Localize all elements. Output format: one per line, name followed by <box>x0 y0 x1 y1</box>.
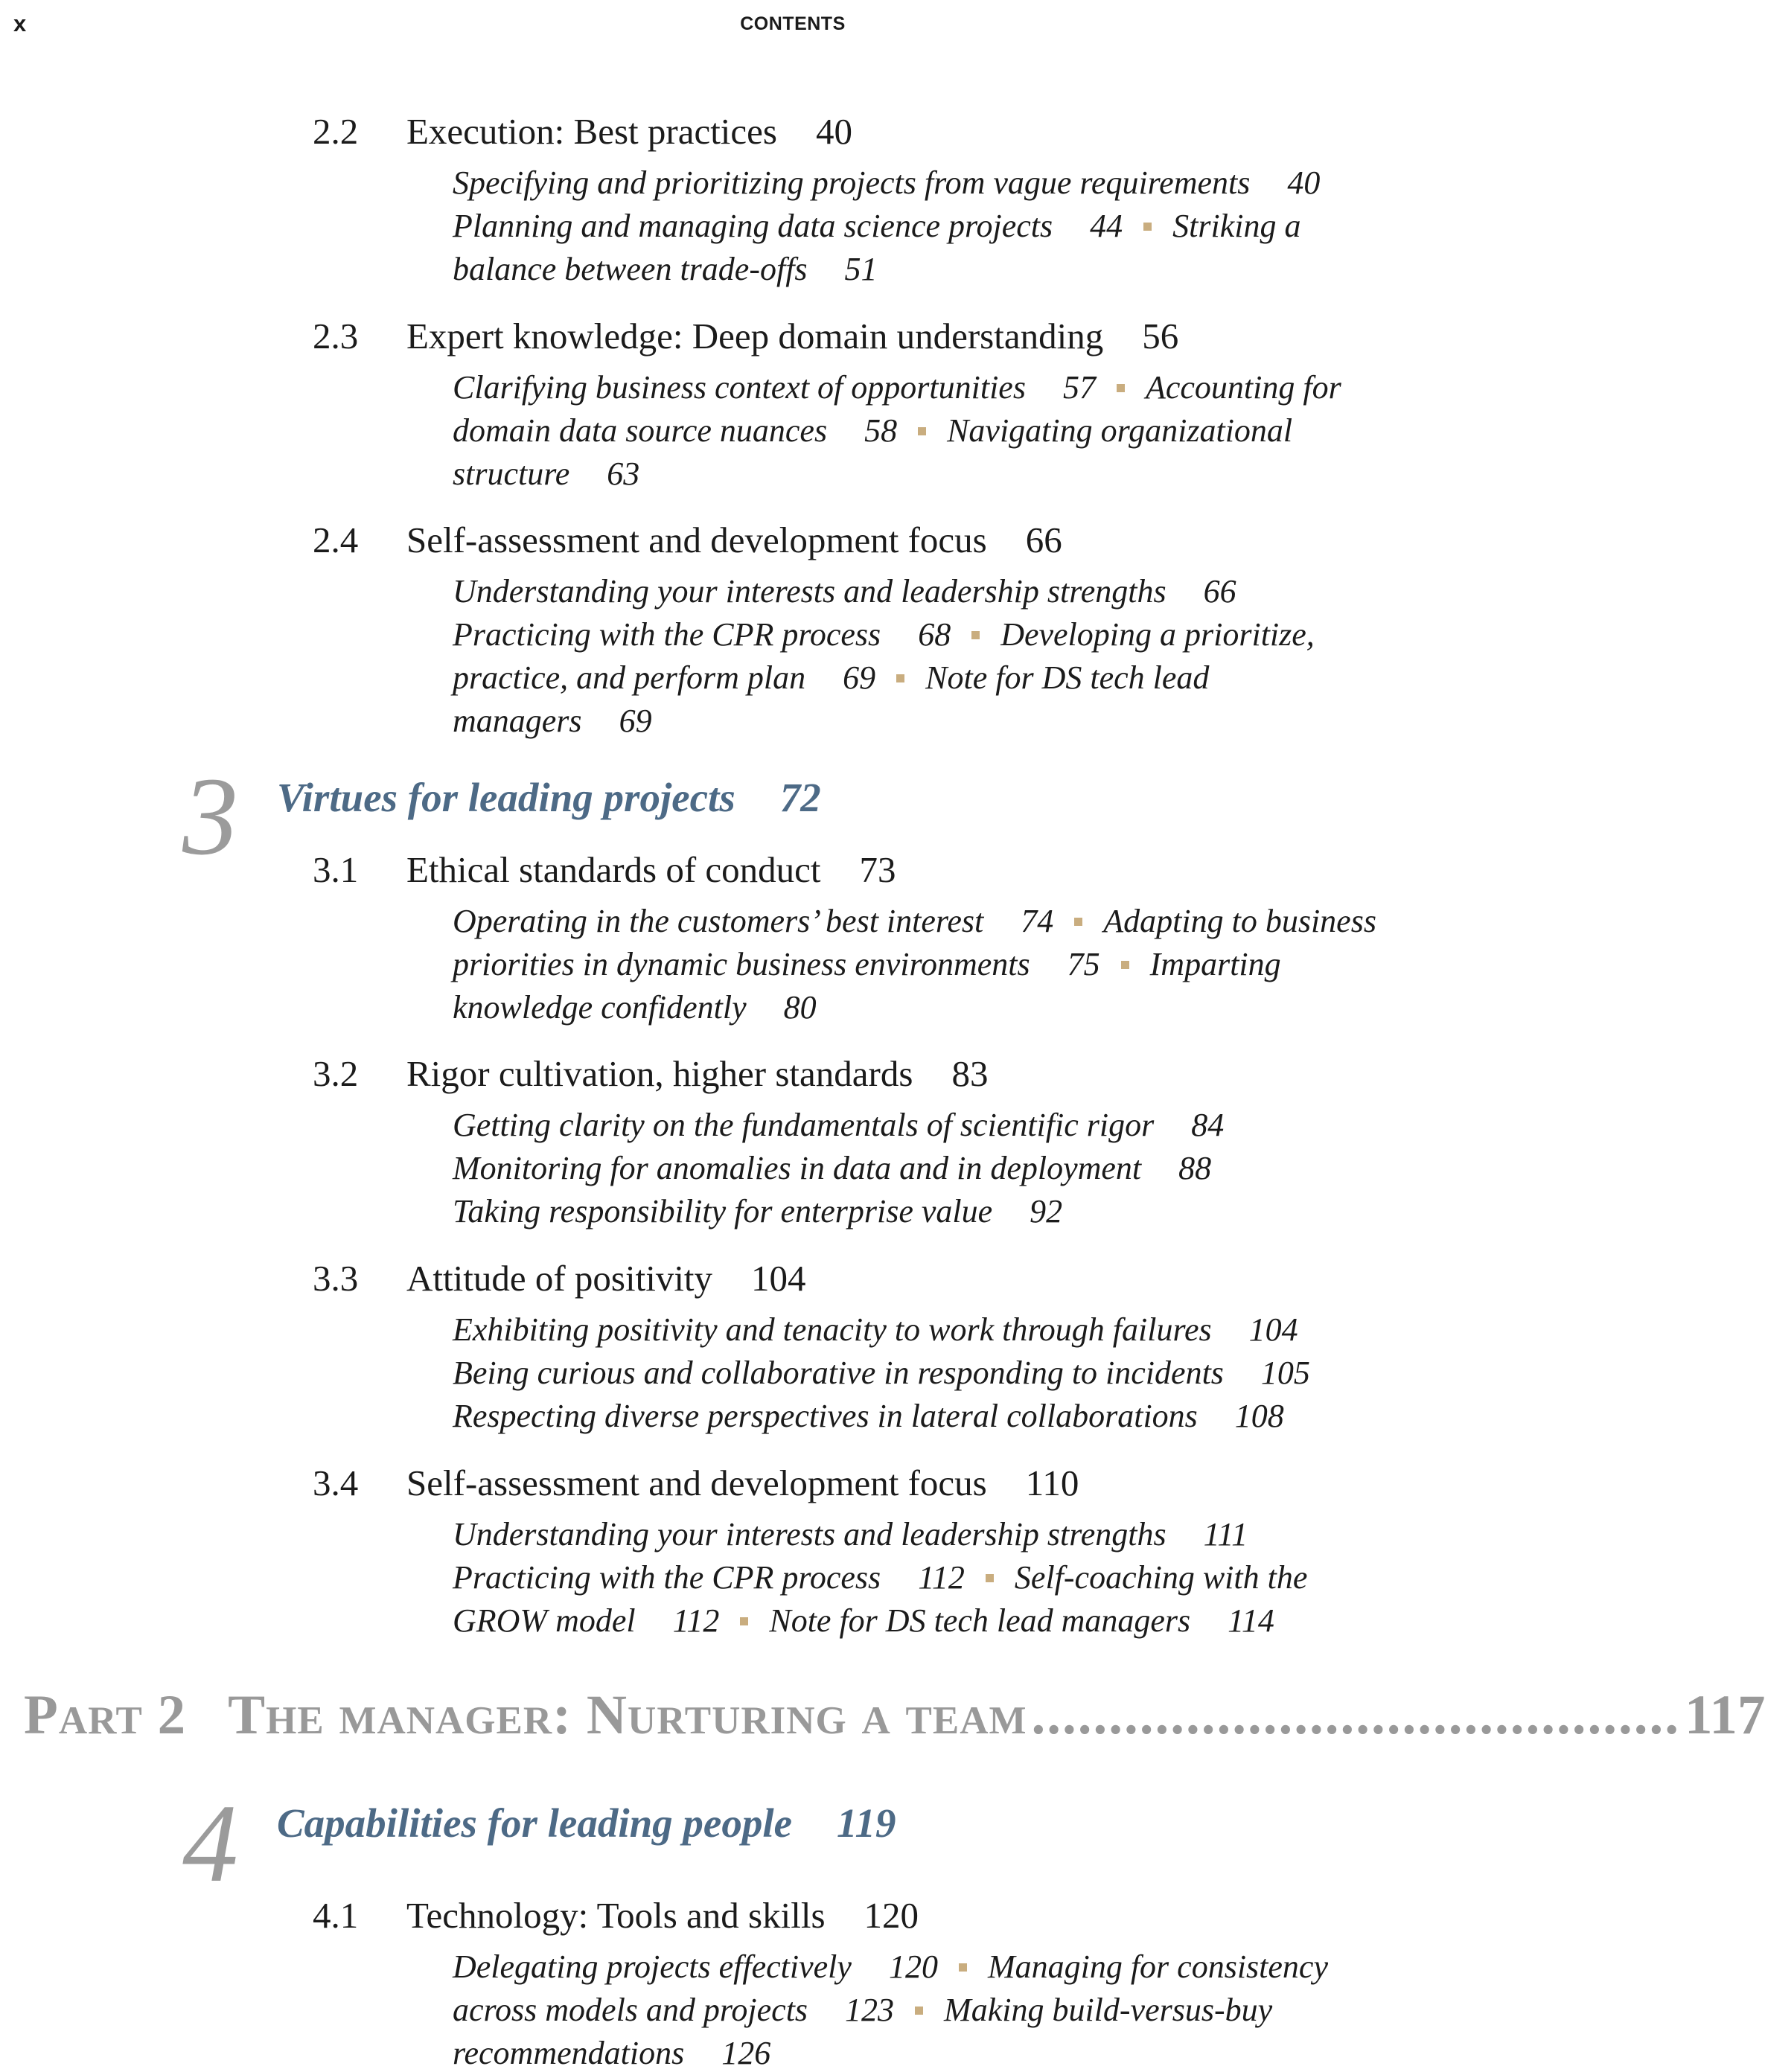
subsection-page: 120 <box>888 1948 938 1985</box>
subsection-link[interactable]: Self-coaching with the <box>1014 1559 1308 1596</box>
section-title-text: Technology: Tools and skills <box>406 1895 826 1936</box>
subsection-page: 92 <box>1030 1193 1063 1230</box>
section-title[interactable] <box>406 1462 1079 1504</box>
section-title-text: Attitude of positivity <box>406 1258 713 1299</box>
part-2-heading[interactable] <box>24 1684 1765 1746</box>
subsection-link[interactable]: managers <box>453 703 582 739</box>
subsection-line <box>453 1948 1328 1986</box>
subsection-link[interactable]: structure <box>453 455 570 492</box>
subsection-page: 66 <box>1203 573 1236 610</box>
section-page: 73 <box>859 849 896 890</box>
subsection-line <box>453 1149 1211 1187</box>
section-page: 83 <box>951 1053 989 1094</box>
subsection-page: 68 <box>918 616 951 653</box>
subsection-link[interactable]: Striking a <box>1172 208 1301 244</box>
chapter-page: 119 <box>837 1800 896 1846</box>
subsection-page: 108 <box>1234 1398 1284 1434</box>
subsection-line <box>453 615 1315 653</box>
bullet-separator <box>971 631 980 639</box>
subsection-line <box>453 659 1209 697</box>
chapter-4-number: 4 <box>182 1782 238 1905</box>
subsection-link[interactable]: Imparting <box>1149 946 1281 982</box>
section-title-text: Execution: Best practices <box>406 111 777 152</box>
section-page: 66 <box>1025 519 1062 560</box>
subsection-link[interactable]: Monitoring for anomalies in data and in deployment <box>453 1150 1142 1186</box>
section-title[interactable] <box>406 1257 806 1299</box>
subsection-link[interactable]: domain data source nuances <box>453 412 828 449</box>
subsection-line <box>453 412 1292 450</box>
section-page: 104 <box>751 1258 806 1299</box>
section-number: 2.3 <box>313 316 359 356</box>
bullet-separator <box>986 1574 994 1582</box>
subsection-page: 57 <box>1062 369 1096 406</box>
subsection-link[interactable]: recommendations <box>453 2035 685 2071</box>
chapter-3-number: 3 <box>182 755 238 878</box>
bullet-separator <box>896 674 904 682</box>
subsection-line <box>453 1192 1062 1230</box>
chapter-title-text: Virtues for leading projects <box>277 775 735 820</box>
subsection-line <box>453 902 1376 940</box>
subsection-link[interactable]: Note for DS tech lead managers <box>769 1602 1191 1639</box>
subsection-link[interactable]: Operating in the customers’ best interest <box>453 903 984 939</box>
subsection-link[interactable]: Managing for consistency <box>987 1948 1328 1985</box>
subsection-page: 114 <box>1228 1602 1274 1639</box>
subsection-line <box>453 988 817 1026</box>
subsection-line <box>453 1397 1284 1435</box>
subsection-line <box>453 945 1281 983</box>
part-page: 117 <box>1685 1684 1765 1746</box>
section-number: 3.4 <box>313 1462 359 1503</box>
section-title[interactable] <box>406 315 1178 357</box>
subsection-line <box>453 2034 770 2072</box>
part-label: Part 2 <box>24 1684 187 1746</box>
chapter-4-title[interactable] <box>277 1800 896 1846</box>
section-title[interactable] <box>406 110 852 153</box>
subsection-link[interactable]: Understanding your interests and leadership strengths <box>453 1516 1166 1553</box>
subsection-link[interactable]: priorities in dynamic business environments <box>453 946 1030 982</box>
section-page: 120 <box>864 1895 919 1936</box>
section-title[interactable] <box>406 519 1062 561</box>
subsection-line <box>453 572 1236 610</box>
subsection-page: 63 <box>607 455 640 492</box>
subsection-page: 69 <box>843 659 876 696</box>
subsection-page: 112 <box>672 1602 720 1639</box>
subsection-line <box>453 1558 1307 1596</box>
section-page: 56 <box>1142 316 1179 356</box>
subsection-page: 44 <box>1090 208 1123 244</box>
section-number: 3.3 <box>313 1258 359 1299</box>
section-number: 3.1 <box>313 849 359 890</box>
subsection-link[interactable]: GROW model <box>453 1602 636 1639</box>
subsection-page: 58 <box>864 412 898 449</box>
subsection-link[interactable]: Understanding your interests and leadership strengths <box>453 573 1166 610</box>
chapter-title-text: Capabilities for leading people <box>277 1800 793 1846</box>
subsection-page: 69 <box>619 703 652 739</box>
section-title-text: Ethical standards of conduct <box>406 849 821 890</box>
subsection-link[interactable]: Getting clarity on the fundamentals of scientific rigor <box>453 1107 1155 1143</box>
subsection-link[interactable]: practice, and perform plan <box>453 659 806 696</box>
section-title[interactable] <box>406 848 896 891</box>
section-number: 2.4 <box>313 519 359 560</box>
subsection-link[interactable]: Clarifying business context of opportunities <box>453 369 1026 406</box>
subsection-link[interactable]: Specifying and prioritizing projects from vague requirements <box>453 164 1251 201</box>
subsection-link[interactable]: Taking responsibility for enterprise value <box>453 1193 993 1230</box>
subsection-link[interactable]: across models and projects <box>453 1992 808 2028</box>
subsection-page: 104 <box>1248 1311 1298 1348</box>
subsection-line <box>453 1515 1248 1553</box>
section-number: 4.1 <box>313 1895 359 1936</box>
subsection-line <box>453 1106 1224 1144</box>
subsection-line <box>453 1602 1274 1640</box>
subsection-link[interactable]: Respecting diverse perspectives in lateral collaborations <box>453 1398 1198 1434</box>
subsection-page: 88 <box>1178 1150 1212 1186</box>
section-title-text: Self-assessment and development focus <box>406 519 987 560</box>
subsection-link[interactable]: Planning and managing data science projects <box>453 208 1053 244</box>
bullet-separator <box>918 427 926 435</box>
subsection-line <box>453 1991 1272 2029</box>
subsection-line <box>453 368 1341 406</box>
subsection-page: 112 <box>918 1559 965 1596</box>
subsection-page: 74 <box>1021 903 1054 939</box>
subsection-line <box>453 455 639 493</box>
subsection-link[interactable]: balance between trade-offs <box>453 251 808 287</box>
subsection-line <box>453 207 1300 245</box>
part-title: The manager: Nurturing a team <box>228 1684 1027 1746</box>
subsection-link[interactable]: Delegating projects effectively <box>453 1948 852 1985</box>
subsection-link[interactable]: knowledge confidently <box>453 989 747 1026</box>
subsection-page: 51 <box>844 251 878 287</box>
bullet-separator <box>959 1963 967 1972</box>
subsection-page: 126 <box>721 2035 771 2071</box>
subsection-page: 111 <box>1203 1516 1248 1553</box>
running-head: CONTENTS <box>740 13 846 34</box>
subsection-page: 40 <box>1287 164 1321 201</box>
bullet-separator <box>1074 918 1082 926</box>
subsection-link[interactable]: Being curious and collaborative in responding to incidents <box>453 1355 1224 1391</box>
subsection-page: 80 <box>783 989 817 1026</box>
subsection-link[interactable]: Making build-versus-buy <box>944 1992 1273 2028</box>
subsection-link[interactable]: Practicing with the CPR process <box>453 1559 881 1596</box>
subsection-link[interactable]: Practicing with the CPR process <box>453 616 881 653</box>
bullet-separator <box>1121 961 1129 969</box>
subsection-page: 123 <box>845 1992 895 2028</box>
section-title-text: Rigor cultivation, higher standards <box>406 1053 913 1094</box>
subsection-link[interactable]: Exhibiting positivity and tenacity to work through failures <box>453 1311 1212 1348</box>
section-title[interactable] <box>406 1052 988 1095</box>
section-title-text: Expert knowledge: Deep domain understanding <box>406 316 1104 356</box>
section-number: 2.2 <box>313 111 359 152</box>
subsection-link[interactable]: Navigating organizational <box>947 412 1293 449</box>
subsection-link[interactable]: Note for DS tech lead <box>925 659 1210 696</box>
subsection-page: 84 <box>1191 1107 1225 1143</box>
dot-leader: .......................................... <box>1031 1684 1681 1746</box>
section-page: 110 <box>1025 1462 1079 1503</box>
section-title-text: Self-assessment and development focus <box>406 1462 987 1503</box>
section-title[interactable] <box>406 1894 919 1937</box>
subsection-page: 75 <box>1067 946 1100 982</box>
chapter-3-title[interactable] <box>277 774 821 821</box>
section-number: 3.2 <box>313 1053 359 1094</box>
bullet-separator <box>1117 384 1125 392</box>
section-page: 40 <box>816 111 852 152</box>
subsection-line <box>453 1354 1310 1392</box>
subsection-line <box>453 164 1320 202</box>
bullet-separator <box>740 1617 748 1625</box>
subsection-line <box>453 702 652 740</box>
subsection-line <box>453 1311 1298 1349</box>
subsection-link[interactable]: Adapting to business <box>1103 903 1376 939</box>
bullet-separator <box>915 2007 923 2015</box>
subsection-page: 105 <box>1260 1355 1310 1391</box>
bullet-separator <box>1143 223 1152 231</box>
subsection-link[interactable]: Accounting for <box>1145 369 1341 406</box>
chapter-page: 72 <box>779 775 821 820</box>
subsection-link[interactable]: Developing a prioritize, <box>1000 616 1315 653</box>
subsection-line <box>453 250 878 288</box>
page-number: x <box>13 10 27 36</box>
